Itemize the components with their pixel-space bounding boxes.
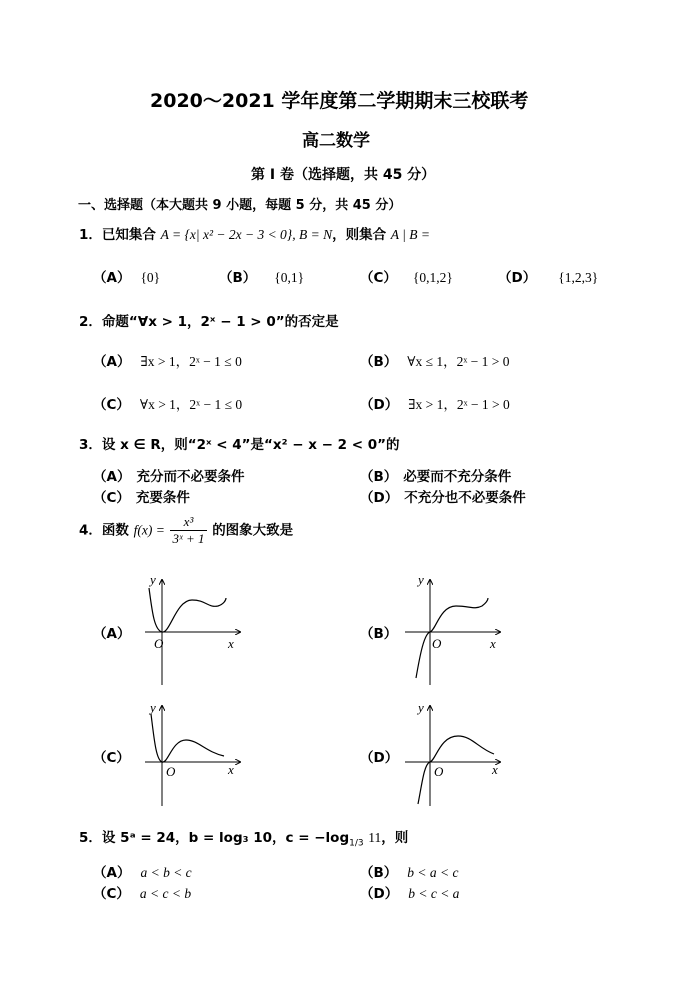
subject-title: 高二数学: [302, 131, 370, 151]
q3-option-a[interactable]: （A） 充分而不必要条件: [93, 469, 245, 485]
svg-text:x: x: [492, 762, 498, 777]
svg-text:O: O: [434, 764, 444, 779]
question-5: 5．设 5ᵃ = 24，b = log₃ 10，$c = -\log_{1/3}$ 11，则: [79, 830, 409, 849]
svg-text:y: y: [418, 572, 424, 587]
exam-title: 2020～2021 学年度第二学期期末三校联考: [150, 90, 529, 112]
q5-option-c[interactable]: （C） a < c < b: [93, 886, 192, 902]
question-2: 2．命题“∀x > 1，2ˣ − 1 > 0”的否定是: [79, 314, 339, 330]
curve: [149, 588, 226, 632]
question-3: 3．设 x ∈ R，则“2ˣ < 4”是“x² − x − 2 < 0”的: [79, 437, 400, 453]
curve: [418, 736, 494, 804]
question-number: 2．: [79, 314, 102, 330]
q2-option-a[interactable]: （A） ∃x > 1，2ˣ − 1 ≤ 0: [93, 354, 242, 370]
section-heading: 一、选择题（本大题共 9 小题，每题 5 分，共 45 分）: [78, 198, 402, 213]
graph-d[interactable]: [400, 698, 510, 810]
q5-option-d[interactable]: （D） b < c < a: [360, 886, 460, 902]
question-number: 4．: [79, 522, 102, 539]
q2-option-d[interactable]: （D） ∃x > 1，2ˣ − 1 > 0: [360, 397, 510, 413]
q1-option-c[interactable]: （C） {0,1,2}: [360, 270, 453, 286]
function-fraction: $\frac{\text{x³}}{\text{3ˣ + 1}}$: [170, 514, 208, 547]
svg-text:O: O: [432, 636, 442, 651]
svg-text:O: O: [166, 764, 176, 779]
q4-option-d-label[interactable]: （D）: [360, 750, 399, 766]
set-expression: A = {x| x² − 2x − 3 < 0}, B = N: [160, 227, 333, 242]
q3-option-b[interactable]: （B） 必要而不充分条件: [360, 469, 512, 485]
q1-option-b[interactable]: （B） {0,1}: [219, 270, 305, 286]
svg-text:x: x: [490, 636, 496, 651]
q3-option-d[interactable]: （D） 不充分也不必要条件: [360, 490, 526, 506]
q1-option-a[interactable]: （A） {0}: [93, 270, 161, 286]
curve: [416, 598, 488, 678]
svg-text:y: y: [150, 572, 156, 587]
svg-text:O: O: [154, 636, 164, 651]
q1-option-d[interactable]: （D） {1,2,3}: [498, 270, 599, 286]
q3-option-c[interactable]: （C） 充要条件: [93, 490, 190, 506]
graph-b[interactable]: [400, 570, 510, 690]
q5-option-a[interactable]: （A） a < b < c: [93, 865, 192, 881]
question-number: 1．: [79, 227, 102, 243]
q5-option-b[interactable]: （B） b < a < c: [360, 865, 459, 881]
question-number: 3．: [79, 437, 102, 453]
q4-option-c-label[interactable]: （C）: [93, 750, 130, 766]
graph-a[interactable]: [140, 570, 250, 690]
svg-text:x: x: [228, 762, 234, 777]
svg-text:y: y: [418, 700, 424, 715]
part-title: 第 I 卷（选择题，共 45 分）: [251, 167, 436, 183]
q2-option-c[interactable]: （C） ∀x > 1，2ˣ − 1 ≤ 0: [93, 397, 243, 413]
q2-option-b[interactable]: （B） ∀x ≤ 1，2ˣ − 1 > 0: [360, 354, 510, 370]
question-number: 5．: [79, 830, 102, 846]
graph-c[interactable]: [140, 698, 250, 810]
svg-text:x: x: [228, 636, 234, 651]
q4-option-b-label[interactable]: （B）: [360, 626, 398, 642]
svg-text:y: y: [150, 700, 156, 715]
question-1: 1．已知集合 A = {x| x² − 2x − 3 < 0}, B = N，则集合 A | B =: [79, 227, 430, 243]
question-4: 4．函数 f(x) = $\frac{\text{x³}}{\text{3ˣ + 1}}$ 的图象大致是: [79, 514, 294, 546]
q4-option-a-label[interactable]: （A）: [93, 626, 131, 642]
